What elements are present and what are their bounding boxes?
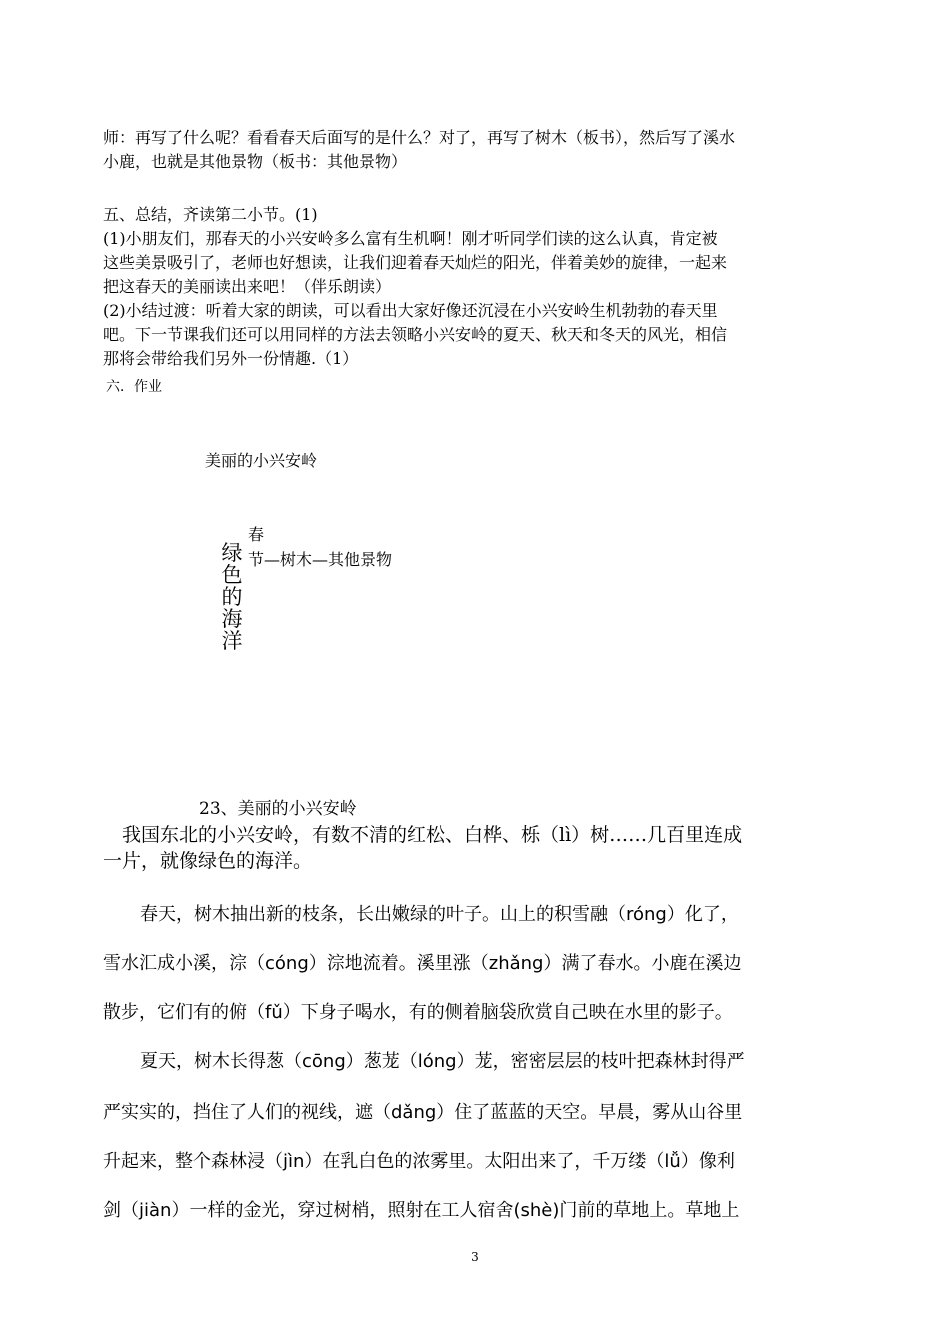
vertical-char: 绿 — [221, 541, 243, 565]
text-title: 23、美丽的小兴安岭 — [199, 799, 357, 819]
vertical-char: 洋 — [221, 629, 243, 653]
item2-line-2: 吧。下一节课我们还可以用同样的方法去领略小兴安岭的夏天、秋天和冬天的风光，相信 — [103, 325, 728, 344]
body-line: 散步，它们有的俯（fǔ）下身子喝水，有的侧着脑袋欣赏自己映在水里的影子。 — [103, 1002, 733, 1023]
body-line: 春天，树木抽出新的枝条，长出嫩绿的叶子。山上的积雪融（róng）化了， — [140, 904, 739, 925]
text-p1-line-1: 我国东北的小兴安岭，有数不清的红松、白桦、栎（lì）树……几百里连成 — [122, 824, 743, 846]
body-line: 夏天，树木长得葱（cōng）葱茏（lóng）茏，密密层层的枝叶把森林封得严 — [140, 1051, 745, 1072]
body-line: 剑（jiàn）一样的金光，穿过树梢，照射在工人宿舍(shè)门前的草地上。草地上 — [103, 1200, 740, 1221]
body-line: 严实实的，挡住了人们的视线，遮（dǎng）住了蓝蓝的天空。早晨，雾从山谷里 — [103, 1102, 743, 1123]
vertical-char: 的 — [221, 585, 243, 609]
board-spring: 春 — [248, 525, 265, 544]
vertical-char: 海 — [221, 607, 243, 631]
board-title: 美丽的小兴安岭 — [205, 451, 318, 470]
body-line: 升起来，整个森林浸（jìn）在乳白色的浓雾里。太阳出来了，千万缕（lǚ）像利 — [103, 1151, 735, 1172]
page-number: 3 — [471, 1250, 479, 1264]
teacher-line-1: 师：再写了什么呢？看看春天后面写的是什么？对了，再写了树木（板书），然后写了溪水 — [103, 128, 736, 147]
item1-line-2: 这些美景吸引了，老师也好想读，让我们迎着春天灿烂的阳光，伴着美妙的旋律，一起来 — [103, 253, 728, 272]
section5-heading: 五、总结，齐读第二小节。(1) — [103, 205, 318, 224]
section6-heading: 六．作业 — [106, 379, 162, 395]
item1-line-3: 把这春天的美丽读出来吧！（伴乐朗读） — [103, 277, 392, 296]
board-section: 节—树木—其他景物 — [248, 550, 393, 569]
teacher-line-2: 小鹿，也就是其他景物（板书：其他景物） — [103, 152, 408, 171]
text-p1-line-2: 一片，就像绿色的海洋。 — [103, 850, 313, 872]
item2-line-3: 那将会带给我们另外一份情趣.（1） — [103, 349, 359, 368]
item1-line-1: (1)小朋友们，那春天的小兴安岭多么富有生机啊！刚才听同学们读的这么认真，肯定被 — [103, 229, 718, 248]
item2-line-1: (2)小结过渡：听着大家的朗读，可以看出大家好像还沉浸在小兴安岭生机勃勃的春天里 — [103, 301, 718, 320]
body-line: 雪水汇成小溪，淙（cóng）淙地流着。溪里涨（zhǎng）满了春水。小鹿在溪边 — [103, 953, 742, 974]
board-vertical-text — [220, 542, 244, 652]
vertical-char: 色 — [221, 563, 243, 587]
